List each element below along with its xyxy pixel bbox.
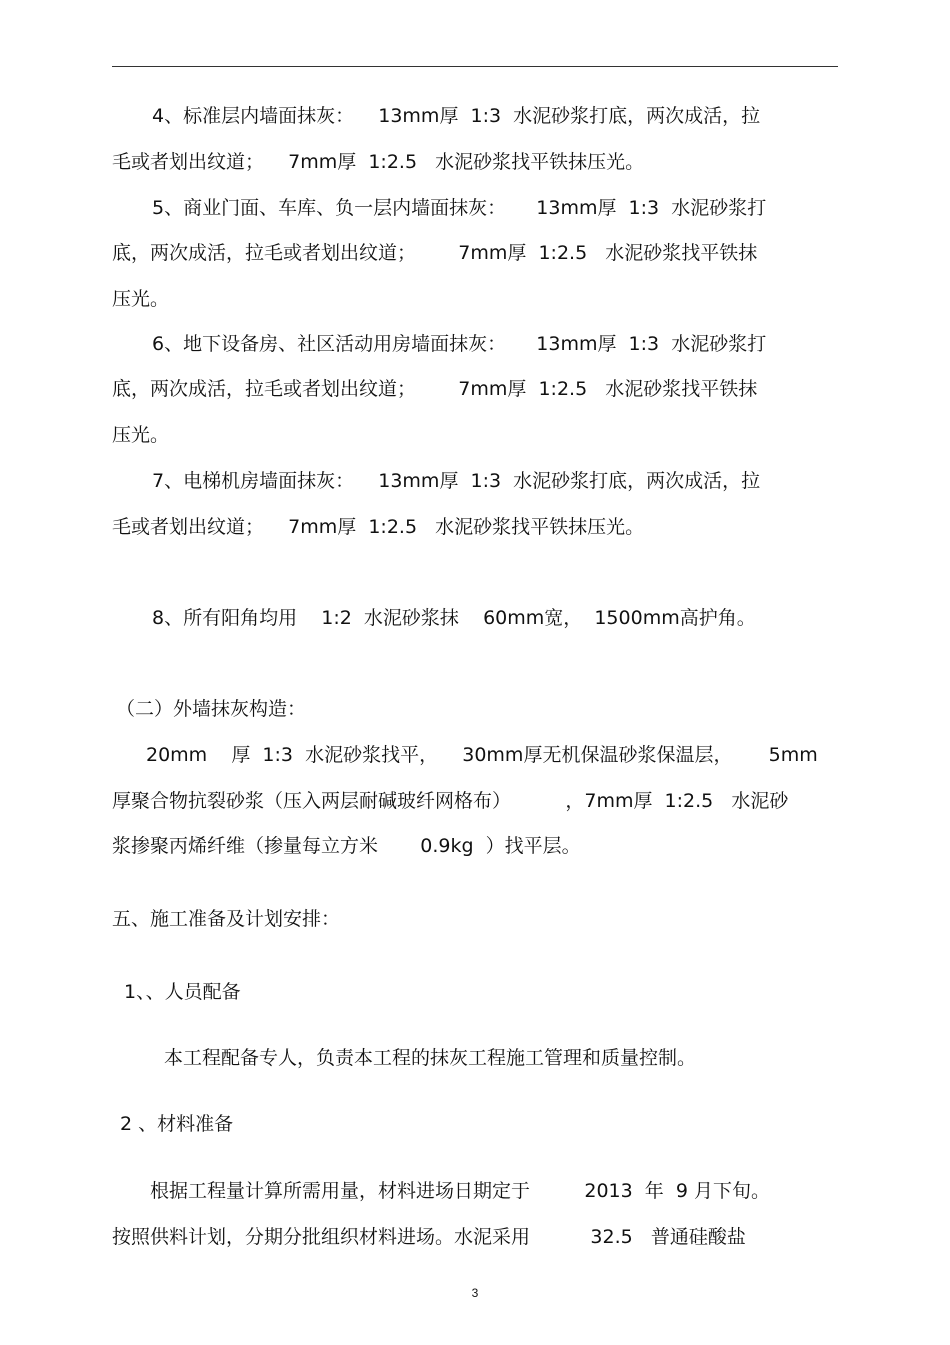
text-line-7: 底，两次成活，拉毛或者划出纹道； 7mm厚 1:2.5 水泥砂浆找平铁抹 (112, 378, 758, 400)
text-line-11: 8、所有阳角均用 1:2 水泥砂浆抹 60mm宽， 1500mm高护角。 (152, 607, 756, 629)
text-line-5: 压光。 (112, 288, 170, 310)
text-line-4: 底，两次成活，拉毛或者划出纹道； 7mm厚 1:2.5 水泥砂浆找平铁抹 (112, 242, 758, 264)
text-line-14: 厚聚合物抗裂砂浆（压入两层耐碱玻纤网格布） ，7mm厚 1:2.5 水泥砂 (112, 790, 789, 812)
text-line-18: 本工程配备专人，负责本工程的抹灰工程施工管理和质量控制。 (164, 1047, 697, 1069)
subheading-personnel: 1、、人员配备 (124, 981, 241, 1003)
section-heading-exterior: （二）外墙抹灰构造： (116, 698, 307, 720)
text-line-2: 毛或者划出纹道； 7mm厚 1:2.5 水泥砂浆找平铁抹压光。 (112, 151, 645, 173)
page-number: 3 (471, 1286, 479, 1300)
text-line-1: 4、标准层内墙面抹灰： 13mm厚 1:3 水泥砂浆打底，两次成活，拉 (152, 105, 761, 127)
section-heading-preparation: 五、施工准备及计划安排： (112, 908, 341, 930)
text-line-15: 浆掺聚丙烯纤维（掺量每立方米 0.9kg ）找平层。 (112, 835, 581, 857)
text-line-9: 7、电梯机房墙面抹灰： 13mm厚 1:3 水泥砂浆打底，两次成活，拉 (152, 470, 761, 492)
text-line-21: 按照供料计划，分期分批组织材料进场。水泥采用 32.5 普通硅酸盐 (112, 1226, 746, 1248)
text-line-10: 毛或者划出纹道； 7mm厚 1:2.5 水泥砂浆找平铁抹压光。 (112, 516, 645, 538)
text-line-8: 压光。 (112, 424, 170, 446)
subheading-materials: 2 、材料准备 (120, 1113, 234, 1135)
header-rule (112, 66, 838, 67)
text-line-13: 20mm 厚 1:3 水泥砂浆找平， 30mm厚无机保温砂浆保温层， 5mm (146, 744, 818, 766)
text-line-6: 6、地下设备房、社区活动用房墙面抹灰： 13mm厚 1:3 水泥砂浆打 (152, 333, 767, 355)
text-line-3: 5、商业门面、车库、负一层内墙面抹灰： 13mm厚 1:3 水泥砂浆打 (152, 197, 767, 219)
text-line-20: 根据工程量计算所需用量，材料进场日期定于 2013 年 9 月下旬。 (150, 1180, 770, 1202)
